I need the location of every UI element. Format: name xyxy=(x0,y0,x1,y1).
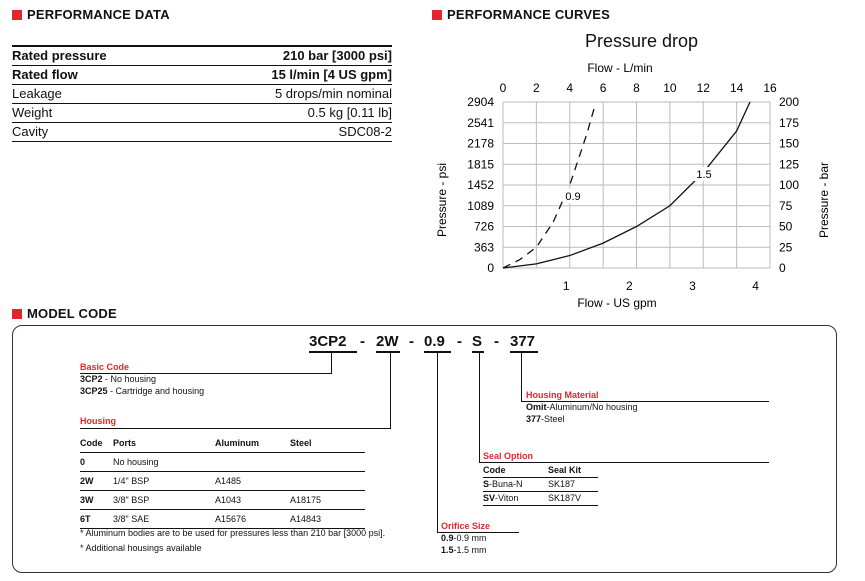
x-top-tick-label: 6 xyxy=(599,81,607,95)
heading-text: MODEL CODE xyxy=(27,306,117,321)
y-left-tick-label: 2904 xyxy=(467,95,494,109)
spec-value: 210 bar [3000 psi] xyxy=(282,48,392,63)
housing-block xyxy=(80,415,400,427)
table-cell: Aluminum xyxy=(215,438,259,448)
code-part: S xyxy=(472,333,483,350)
x-top-axis-label: Flow - L/min xyxy=(587,61,653,75)
material-leader xyxy=(521,401,769,402)
y-right-tick-label: 200 xyxy=(779,95,800,109)
table-cell: 2W xyxy=(80,476,94,486)
spec-value: 5 drops/min nominal xyxy=(274,86,392,101)
option-text: -Aluminum/No housing xyxy=(546,402,638,412)
option-line xyxy=(441,532,490,544)
table-cell: Seal Kit xyxy=(548,465,582,475)
x-top-tick-label: 12 xyxy=(696,81,710,95)
orifice-leader xyxy=(437,532,519,533)
table-row xyxy=(80,472,365,491)
series-line-0.9 xyxy=(503,106,595,268)
table-row xyxy=(483,492,598,506)
housing-note: * Aluminum bodies are to be used for pressures less than 210 bar [3000 psi]. xyxy=(80,528,386,538)
code-separator: - xyxy=(494,333,499,350)
heading-text: PERFORMANCE DATA xyxy=(27,7,170,22)
seal-name: -Buna-N xyxy=(489,479,523,489)
basic-code-leader xyxy=(80,373,332,374)
y-left-tick-label: 2178 xyxy=(467,136,494,151)
x-top-tick-label: 14 xyxy=(729,81,744,95)
table-cell: 1/4" BSP xyxy=(113,476,150,486)
basic-code-title: Basic Code xyxy=(80,362,130,372)
spec-label: Weight xyxy=(12,105,53,120)
option-code: 0.9 xyxy=(441,533,454,543)
code-underline xyxy=(472,351,484,353)
option-line xyxy=(80,385,204,397)
table-row xyxy=(483,464,598,478)
orifice-block xyxy=(441,520,490,556)
spec-value: SDC08-2 xyxy=(338,124,392,139)
seal-code: S xyxy=(483,479,490,489)
table-cell: A1043 xyxy=(215,495,242,505)
code-underline xyxy=(376,351,400,353)
code-part: 0.9 xyxy=(424,333,445,350)
y-right-tick-label: 125 xyxy=(779,157,800,172)
seal-leader xyxy=(479,462,769,463)
y-left-tick-label: 726 xyxy=(473,219,494,234)
y-right-axis-label: Pressure - bar xyxy=(817,161,831,239)
x-bottom-tick-label: 4 xyxy=(752,279,759,293)
x-bottom-tick-label: 3 xyxy=(689,279,696,293)
heading-text: PERFORMANCE CURVES xyxy=(447,7,610,22)
option-text: -1.5 mm xyxy=(453,545,487,555)
code-separator: - xyxy=(457,333,462,350)
option-code: 3CP2 xyxy=(80,374,103,384)
table-cell: A14843 xyxy=(290,514,322,524)
chart-title: Pressure drop xyxy=(585,31,699,51)
option-line xyxy=(441,544,490,556)
option-text: -Steel xyxy=(541,414,565,424)
option-text: - No housing xyxy=(102,374,157,384)
seal-leader-v xyxy=(479,352,480,463)
option-line xyxy=(526,413,638,425)
seal-code: SV xyxy=(483,493,496,503)
table-row xyxy=(483,478,598,492)
x-top-tick-label: 8 xyxy=(633,81,640,95)
option-line xyxy=(80,373,204,385)
orifice-leader-v xyxy=(437,352,438,533)
x-bottom-tick-label: 1 xyxy=(562,279,570,293)
y-left-tick-label: 1452 xyxy=(467,178,494,192)
table-cell: Ports xyxy=(113,438,137,448)
table-cell: Code xyxy=(80,438,103,448)
spec-label: Cavity xyxy=(12,124,49,139)
spec-value: 15 l/min [4 US gpm] xyxy=(271,67,392,82)
seal-kit: SK187V xyxy=(548,493,582,503)
material-block xyxy=(526,389,638,425)
seal-kit: SK187 xyxy=(548,479,576,489)
housing-title: Housing xyxy=(80,416,116,426)
housing-table xyxy=(80,434,365,529)
basic-code-block xyxy=(80,361,204,397)
option-text: -0.9 mm xyxy=(453,533,487,543)
spec-label: Rated flow xyxy=(12,67,78,82)
housing-leader xyxy=(80,428,391,429)
y-left-axis-label: Pressure - psi xyxy=(435,162,449,238)
table-cell: 3/8" SAE xyxy=(113,514,150,524)
x-top-tick-label: 4 xyxy=(566,81,574,95)
code-underline xyxy=(309,351,357,353)
table-row xyxy=(80,434,365,453)
code-part: 3CP2 xyxy=(309,333,347,350)
material-leader-v xyxy=(521,352,522,402)
spec-label: Rated pressure xyxy=(12,48,107,63)
code-separator: - xyxy=(409,333,414,350)
code-separator: - xyxy=(360,333,365,350)
seal-table xyxy=(483,464,598,506)
y-left-tick-label: 363 xyxy=(473,240,494,255)
option-code: Omit xyxy=(526,402,547,412)
y-right-tick-label: 25 xyxy=(779,240,793,255)
y-left-tick-label: 1815 xyxy=(467,157,494,172)
table-row xyxy=(80,491,365,510)
table-cell: Steel xyxy=(290,438,312,448)
x-bottom-axis-label: Flow - US gpm xyxy=(577,296,657,310)
option-line xyxy=(526,401,638,413)
table-cell: A1485 xyxy=(215,476,242,486)
x-bottom-tick-label: 2 xyxy=(625,279,633,293)
spec-value: 0.5 kg [0.11 lb] xyxy=(307,105,392,120)
y-right-tick-label: 100 xyxy=(779,178,800,192)
code-part: 2W xyxy=(376,333,399,350)
table-cell: 3W xyxy=(80,495,94,505)
option-code: 377 xyxy=(526,414,542,424)
seal-name: -Viton xyxy=(495,493,519,503)
spec-label: Leakage xyxy=(12,86,62,101)
y-left-tick-label: 0 xyxy=(487,261,494,275)
y-left-tick-label: 1089 xyxy=(467,198,494,213)
orifice-title: Orifice Size xyxy=(441,521,491,531)
y-right-tick-label: 0 xyxy=(779,261,786,275)
y-right-tick-label: 75 xyxy=(779,198,793,213)
x-top-tick-label: 0 xyxy=(499,81,507,95)
x-top-tick-label: 16 xyxy=(763,81,777,95)
y-right-tick-label: 150 xyxy=(779,136,800,151)
housing-leader-v xyxy=(390,352,391,429)
housing-note: * Additional housings available xyxy=(80,543,202,553)
material-title: Housing Material xyxy=(526,390,599,400)
table-cell: A15676 xyxy=(215,514,247,524)
table-cell: 0 xyxy=(80,457,86,467)
table-cell xyxy=(483,492,518,505)
table-cell: A18175 xyxy=(290,495,322,505)
code-underline xyxy=(510,351,538,353)
option-text: - Cartridge and housing xyxy=(107,386,205,396)
seal-title: Seal Option xyxy=(483,451,534,461)
table-cell: Code xyxy=(483,465,506,475)
series-label: 1.5 xyxy=(696,169,712,181)
series-label: 0.9 xyxy=(565,191,581,203)
table-row xyxy=(80,453,365,472)
table-cell: 6T xyxy=(80,514,91,524)
option-code: 3CP25 xyxy=(80,386,108,396)
table-cell xyxy=(483,478,523,491)
option-code: 1.5 xyxy=(441,545,454,555)
basic-code-leader-v xyxy=(331,352,332,374)
x-top-tick-label: 2 xyxy=(533,81,540,95)
table-cell: No housing xyxy=(113,457,159,467)
seal-block xyxy=(483,450,773,462)
y-right-tick-label: 175 xyxy=(779,115,800,130)
x-top-tick-label: 10 xyxy=(663,81,677,95)
y-left-tick-label: 2541 xyxy=(467,115,494,130)
housing-notes xyxy=(80,527,385,557)
code-part: 377 xyxy=(510,333,536,350)
table-cell: 3/8" BSP xyxy=(113,495,150,505)
y-right-tick-label: 50 xyxy=(779,219,793,234)
